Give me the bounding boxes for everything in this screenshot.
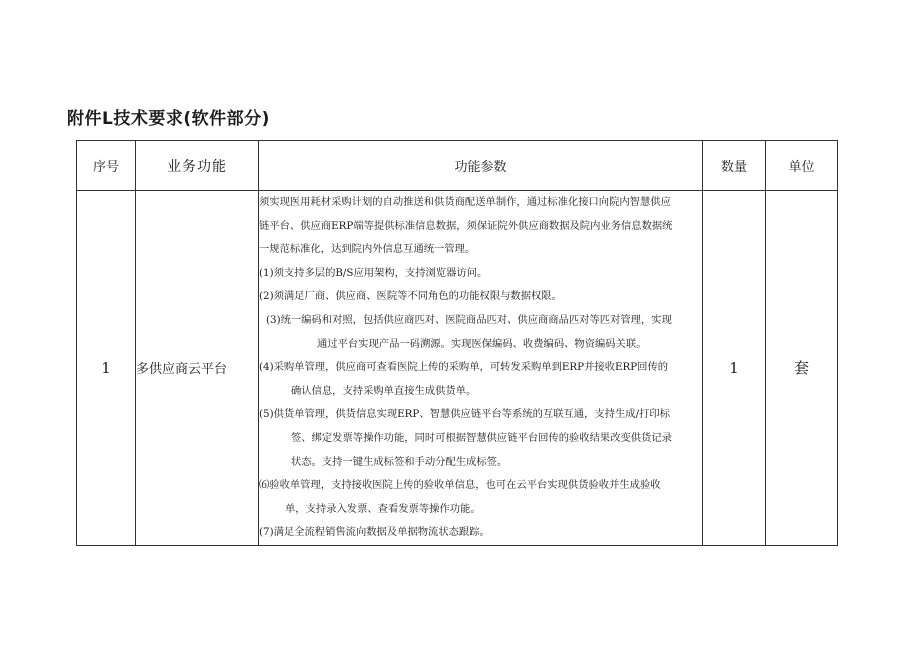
header-index: 序号 — [77, 141, 136, 191]
row-unit: 套 — [766, 191, 838, 546]
param-line: (4)采购单管理，供应商可查看医院上传的采购单，可转发采购单到ERP并接收ERP回传的 — [259, 361, 669, 374]
header-quantity: 数量 — [703, 141, 766, 191]
param-line: (3)统一编码和对照，包括供应商匹对、医院商品匹对、供应商商品匹对等匹对管理，实现 — [266, 313, 672, 326]
param-line: 一规范标准化，达到院内外信息互通统一管理。 — [259, 243, 476, 256]
row-params — [259, 191, 703, 546]
row-quantity: 1 — [703, 191, 766, 546]
param-line: 链平台、供应商ERP端等提供标准信息数据，须保证院外供应商数据及院内业务信息数据统 — [259, 219, 673, 232]
param-line: (5)供货单管理，供货信息实现ERP、智慧供应链平台等系统的互联互通，支持生成/打印标 — [259, 408, 670, 421]
param-line: (1)须支持多层的B/S应用架构，支持浏览器访问。 — [259, 266, 488, 279]
param-line: 签、绑定发票等操作功能，同时可根据智慧供应链平台回传的验收结果改变供货记录 — [291, 431, 672, 444]
page-title: 附件L技术要求(软件部分) — [67, 109, 270, 129]
param-line: ⑹验收单管理，支持接收医院上传的验收单信息，也可在云平台实现供货验收并生成验收 — [259, 479, 661, 492]
header-module: 业务功能 — [136, 141, 259, 191]
param-line: 状态。支持一键生成标签和手动分配生成标签。 — [291, 455, 508, 468]
param-line: 单，支持录入发票、查看发票等操作功能。 — [285, 502, 481, 515]
header-params: 功能参数 — [259, 141, 703, 191]
tech-requirements-table — [76, 140, 838, 546]
param-line: 通过平台实现产品一码溯源。实现医保编码、收费编码、物资编码关联。 — [317, 337, 647, 350]
param-line: 确认信息，支持采购单直接生成供货单。 — [291, 384, 477, 397]
row-index: 1 — [77, 191, 136, 546]
param-line: 须实现医用耗材采购计划的自动推送和供货商配送单制作，通过标准化接口向院内智慧供应 — [259, 196, 671, 208]
table-row — [77, 191, 838, 546]
header-unit: 单位 — [766, 141, 838, 191]
param-line: (7)满足全流程销售流向数据及单据物流状态跟踪。 — [259, 526, 490, 539]
param-line: (2)须满足厂商、供应商、医院等不同角色的功能权限与数据权限。 — [259, 290, 562, 303]
table-header-row — [77, 141, 838, 191]
row-module: 多供应商云平台 — [136, 191, 259, 546]
